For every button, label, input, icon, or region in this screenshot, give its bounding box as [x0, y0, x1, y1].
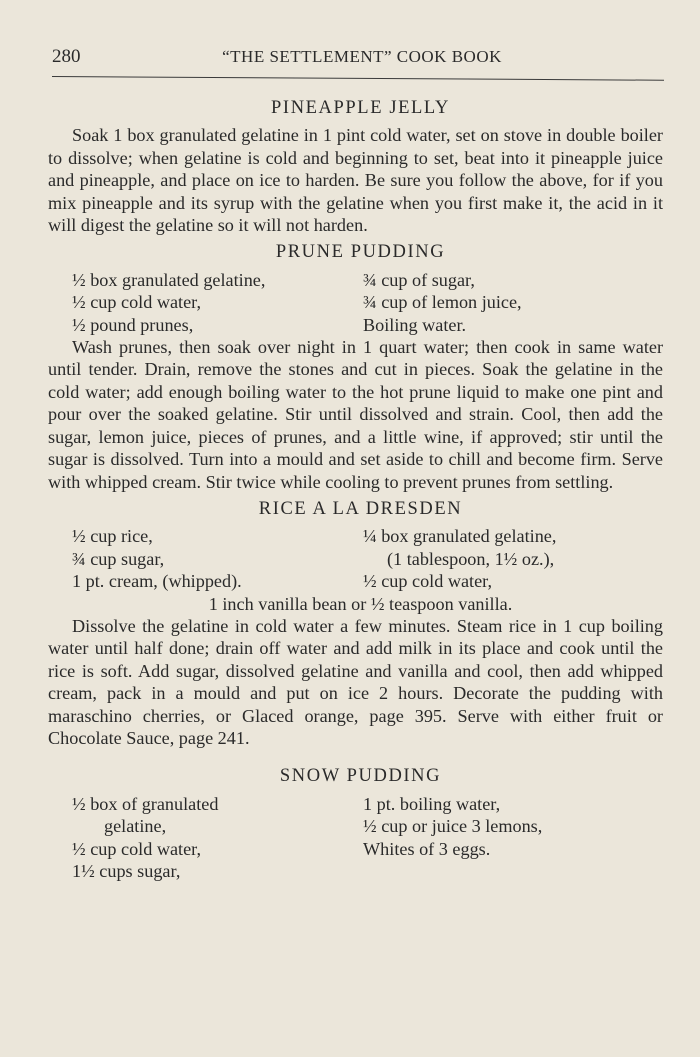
- ingredient: ½ cup cold water,: [72, 838, 202, 859]
- ingredient: ¾ cup sugar,: [72, 548, 165, 569]
- ingredient: ½ box of granulated: [72, 793, 219, 814]
- ingredient: ¾ cup of lemon juice,: [363, 292, 522, 313]
- recipe-directions-rice-a-la-dresden: Dissolve the gelatine in cold water a few minutes. Steam rice in 1 cup boiling water until half done; drain off water and add milk in its place and cook until the rice is soft. Add sugar, dissolved gelatine and vanilla and cool, then add whipped cream, pack in a mould and put on ice 2 hours. Decorate the pudding with maraschino cherries, or Glaced orange, page 395. Serve with either fruit or Chocolate Sauce, page 241.: [48, 615, 663, 748]
- ingredient: Boiling water.: [363, 314, 467, 335]
- ingredient: 1 inch vanilla bean or ½ teaspoon vanilla.: [208, 593, 513, 614]
- ingredient: ¼ box granulated gelatine,: [363, 526, 557, 547]
- ingredient: 1 pt. boiling water,: [363, 793, 501, 814]
- ingredient: ½ cup cold water,: [363, 571, 493, 592]
- ingredient-list-snow-pudding: [48, 793, 663, 883]
- header-rule: [52, 76, 664, 81]
- ingredient: 1 pt. cream, (whipped).: [72, 571, 242, 592]
- recipe-title-pineapple-jelly: PINEAPPLE JELLY: [271, 98, 450, 118]
- ingredient: ½ cup rice,: [72, 526, 153, 547]
- ingredient: 1½ cups sugar,: [72, 861, 181, 881]
- ingredient: Whites of 3 eggs.: [363, 838, 491, 859]
- ingredient: ½ box granulated gelatine,: [72, 269, 266, 290]
- page-number: 280: [52, 46, 81, 67]
- recipe-title-rice-a-la-dresden: RICE A LA DRESDEN: [258, 498, 463, 519]
- ingredient: gelatine,: [104, 816, 167, 837]
- recipe-directions-prune-pudding: Wash prunes, then soak over night in 1 quart water; then cook in same water until tender. Drain, remove the stones and cut in pieces. Soak the gelatine in the cold water; add enough boiling water to the hot prune liquid to make one pint and pour over the soaked gelatine. Stir until dissolved and strain. Cool, then add the sugar, lemon juice, pieces of prunes, and a little wine, if approved; stir until the sugar is dissolved. Turn into a mould and set aside to chill and become firm. Serve with whipped cream. Stir twice while cooling to prevent prunes from settling.: [48, 337, 663, 492]
- ingredient: ½ cup or juice 3 lemons,: [363, 816, 543, 837]
- recipe-title-prune-pudding: PRUNE PUDDING: [275, 242, 446, 263]
- running-title: “THE SETTLEMENT” COOK BOOK: [222, 47, 502, 66]
- ingredient: ¾ cup of sugar,: [363, 269, 475, 290]
- recipe-title-snow-pudding: SNOW PUDDING: [279, 766, 442, 787]
- page-content: [48, 97, 663, 882]
- ingredient-list-rice-a-la-dresden: [48, 525, 663, 592]
- ingredient: (1 tablespoon, 1½ oz.),: [387, 548, 555, 569]
- ingredient: ½ cup cold water,: [72, 292, 202, 313]
- ingredient-list-prune-pudding: [48, 269, 663, 336]
- ingredient: ½ pound prunes,: [72, 314, 194, 335]
- recipe-directions-pineapple-jelly: Soak 1 box granulated gelatine in 1 pint cold water, set on stove in double boiler to dissolve; when gelatine is cold and beginning to set, beat into it pineapple juice and pineapple, and place on ice to harden. Be sure you follow the above, for if you mix pineapple and its syrup with the gelatine when you first make it, the acid in it will digest the gelatine so it will not harden.: [48, 125, 663, 236]
